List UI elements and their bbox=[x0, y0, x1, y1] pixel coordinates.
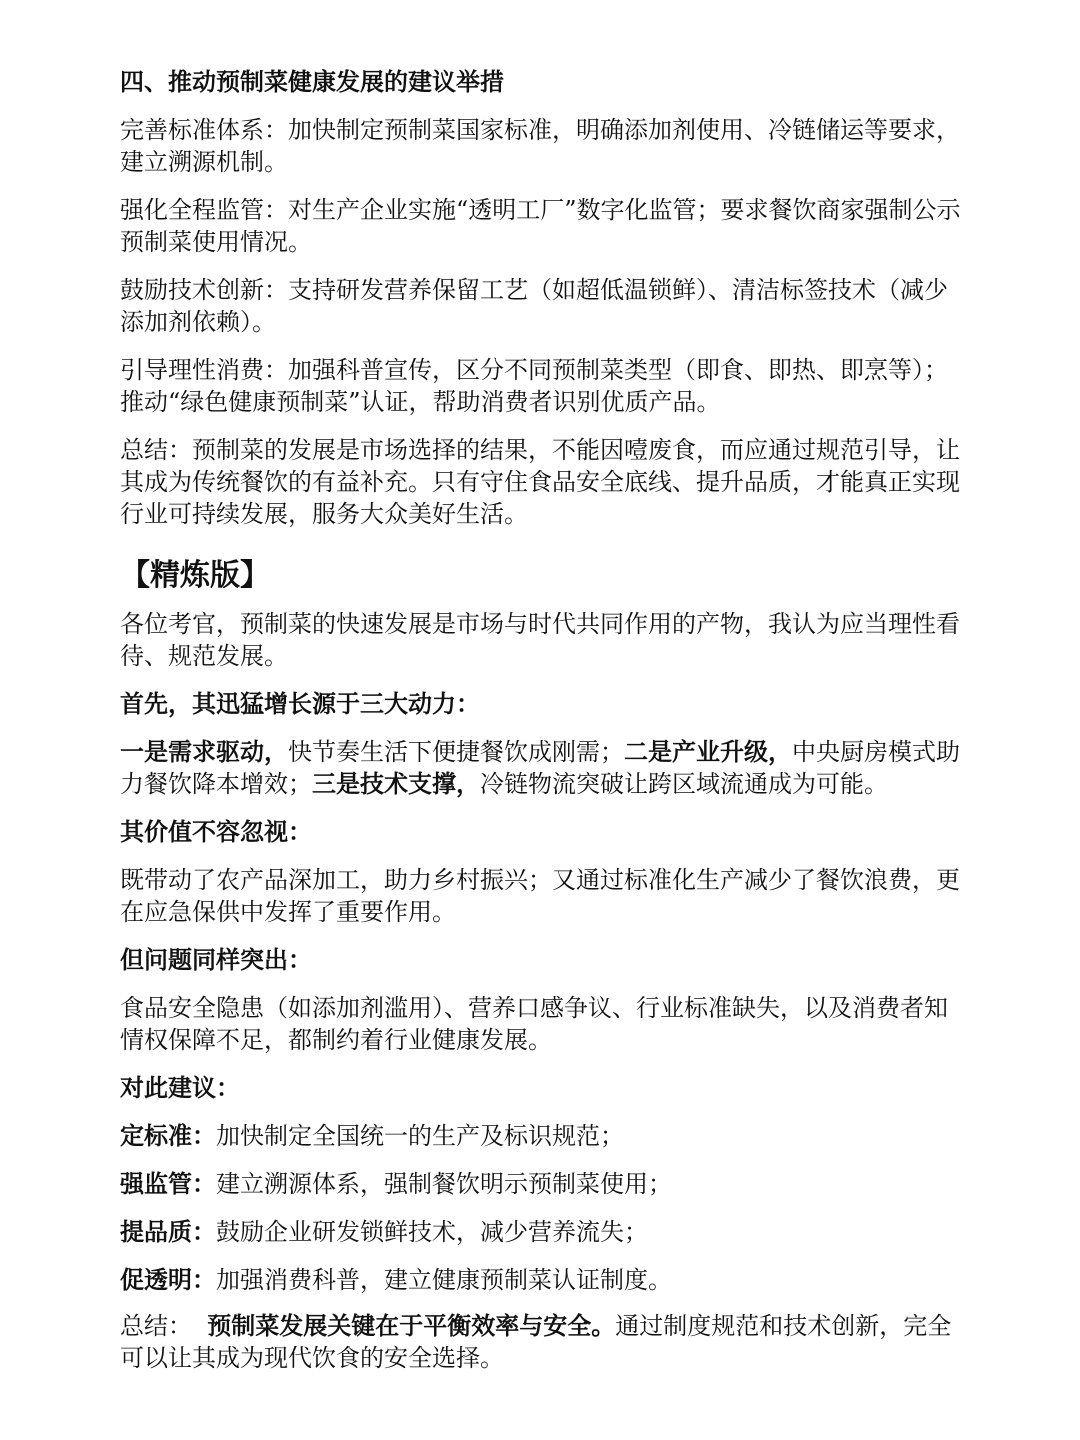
suggestion-label: 促透明： bbox=[120, 1266, 216, 1294]
value-text: 既带动了农产品深加工，助力乡村振兴；又通过标准化生产减少了餐饮浪费，更在应急保供中发挥了重要作用。 bbox=[120, 866, 960, 926]
suggestion-label: 提品质： bbox=[120, 1218, 216, 1246]
suggestion-item bbox=[120, 1168, 970, 1200]
suggestion-item bbox=[120, 1120, 970, 1152]
problem-text: 食品安全隐患（如添加剂滥用）、营养口感争议、行业标准缺失，以及消费者知情权保障不足，都制约着行业健康发展。 bbox=[120, 994, 948, 1054]
refined-intro: 各位考官，预制菜的快速发展是市场与时代共同作用的产物，我认为应当理性看待、规范发展。 bbox=[120, 610, 960, 670]
suggestion-standards: 完善标准体系：加快制定预制菜国家标准，明确添加剂使用、冷链储运等要求，建立溯源机制。 bbox=[120, 116, 960, 176]
suggestion-text: 加强消费科普，建立健康预制菜认证制度。 bbox=[216, 1266, 672, 1294]
suggest-heading: 对此建议： bbox=[120, 1074, 240, 1102]
drivers-heading: 首先，其迅猛增长源于三大动力： bbox=[120, 690, 480, 718]
section-heading: 四、推动预制菜健康发展的建议举措 bbox=[120, 68, 504, 96]
suggestion-text: 鼓励企业研发锁鲜技术，减少营养流失； bbox=[216, 1218, 648, 1246]
driver-1-text: 快节奏生活下便捷餐饮成刚需； bbox=[288, 738, 624, 766]
suggestion-innovation: 鼓励技术创新：支持研发营养保留工艺（如超低温锁鲜）、清洁标签技术（减少添加剂依赖）。 bbox=[120, 276, 948, 336]
suggestion-consumption: 引导理性消费：加强科普宣传，区分不同预制菜类型（即食、即热、即烹等）；推动“绿色健康预制菜”认证，帮助消费者识别优质产品。 bbox=[120, 356, 948, 416]
suggestion-supervision: 强化全程监管：对生产企业实施“透明工厂”数字化监管；要求餐饮商家强制公示预制菜使用情况。 bbox=[120, 196, 961, 256]
driver-1-label: 一是需求驱动， bbox=[120, 738, 288, 766]
summary-prefix: 总结： bbox=[120, 1312, 208, 1340]
suggestion-item bbox=[120, 1264, 970, 1296]
drivers-paragraph bbox=[120, 736, 970, 800]
suggestion-item bbox=[120, 1216, 970, 1248]
driver-2-label: 二是产业升级， bbox=[624, 738, 792, 766]
section-summary: 总结：预制菜的发展是市场选择的结果，不能因噎废食，而应通过规范引导，让其成为传统餐饮的有益补充。只有守住食品安全底线、提升品质，才能真正实现行业可持续发展，服务大众美好生活。 bbox=[120, 436, 960, 528]
problem-heading: 但问题同样突出： bbox=[120, 946, 312, 974]
suggestion-label: 强监管： bbox=[120, 1170, 216, 1198]
driver-2-text: 中央厨房模式助力餐饮降本增效； bbox=[120, 738, 960, 798]
suggestion-label: 定标准： bbox=[120, 1122, 216, 1150]
value-heading: 其价值不容忽视： bbox=[120, 818, 312, 846]
refined-summary bbox=[120, 1310, 970, 1374]
summary-rest: 通过制度规范和技术创新，完全可以让其成为现代饮食的安全选择。 bbox=[120, 1312, 952, 1372]
driver-3-label: 三是技术支撑， bbox=[312, 770, 480, 798]
summary-emphasis: 预制菜发展关键在于平衡效率与安全。 bbox=[207, 1312, 616, 1340]
suggestion-text: 加快制定全国统一的生产及标识规范； bbox=[216, 1122, 624, 1150]
suggestion-text: 建立溯源体系，强制餐饮明示预制菜使用； bbox=[216, 1170, 672, 1198]
refined-title: 【精炼版】 bbox=[120, 558, 270, 593]
driver-3-text: 冷链物流突破让跨区域流通成为可能。 bbox=[480, 770, 888, 798]
